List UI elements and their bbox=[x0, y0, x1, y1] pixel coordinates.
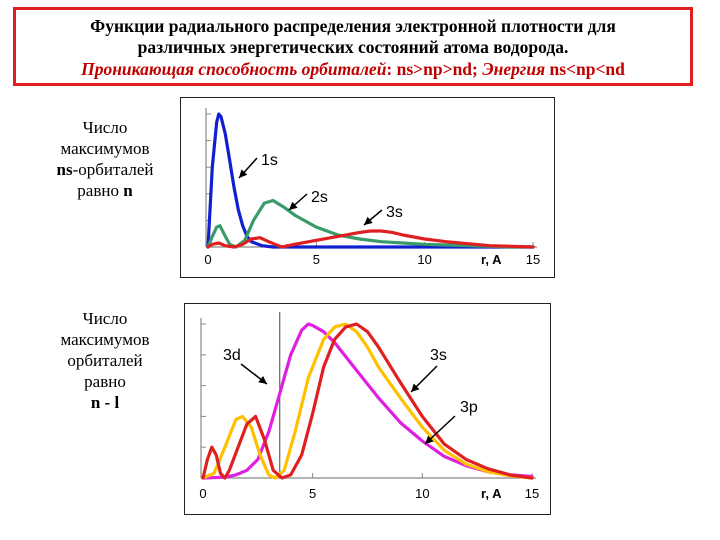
x-tick-label: 10 bbox=[415, 486, 430, 501]
side-top-line-3 bbox=[30, 159, 180, 180]
series-line-3p bbox=[203, 324, 532, 478]
x-tick-label: 5 bbox=[312, 252, 320, 267]
energy-order: ns<np<nd bbox=[545, 59, 625, 79]
energy-label: Энергия bbox=[482, 59, 546, 79]
penetration-order: : ns>np>nd; bbox=[386, 59, 483, 79]
chart-ns-svg bbox=[181, 98, 554, 277]
title-box bbox=[13, 7, 693, 86]
side-bottom-line-3: орбиталей bbox=[67, 351, 143, 370]
side-bottom-line-2: максимумов bbox=[60, 330, 150, 349]
x-tick-label: 10 bbox=[417, 252, 432, 267]
title-line-1: Функции радиального распределения электронной плотности для bbox=[90, 16, 616, 36]
annotation-3s: 3s bbox=[386, 204, 403, 221]
x-tick-label: 5 bbox=[309, 486, 317, 501]
x-tick-label: 15 bbox=[524, 486, 540, 501]
chart-n3-svg bbox=[185, 304, 550, 514]
x-axis-label: r, A bbox=[481, 486, 502, 501]
chart-ns-orbitals bbox=[180, 97, 555, 278]
ns-bold: ns bbox=[56, 160, 73, 179]
orbital-suffix: -орбиталей bbox=[72, 160, 154, 179]
title-line-2: различных энергетических состояний атома водорода. bbox=[137, 37, 569, 57]
side-top-line-4 bbox=[30, 180, 180, 201]
title-line-3 bbox=[16, 58, 690, 80]
series-line-1s bbox=[208, 114, 533, 247]
x-tick-label: 15 bbox=[525, 252, 541, 267]
x-axis-label: r, A bbox=[481, 252, 502, 267]
side-bottom-line-5: n - l bbox=[90, 393, 120, 412]
side-top-line-2: максимумов bbox=[60, 139, 150, 158]
penetration-label: Проникающая способность орбиталей bbox=[81, 59, 387, 79]
annotation-1s: 1s bbox=[261, 152, 278, 169]
annotation-3d: 3d bbox=[223, 347, 241, 364]
n-bold: n bbox=[123, 181, 133, 200]
annotation-2s: 2s bbox=[311, 189, 328, 206]
side-text-bottom bbox=[30, 308, 180, 413]
chart-n3-orbitals bbox=[184, 303, 551, 515]
side-bottom-line-4: равно bbox=[84, 372, 126, 391]
x-tick-label: 0 bbox=[199, 486, 207, 501]
annotation-3s: 3s bbox=[430, 347, 447, 364]
series-line-2s bbox=[208, 201, 533, 248]
x-tick-label: 0 bbox=[204, 252, 212, 267]
side-text-top bbox=[30, 117, 180, 201]
side-bottom-line-1: Число bbox=[82, 309, 128, 328]
arrowhead bbox=[258, 376, 267, 384]
side-top-line-1: Число bbox=[82, 118, 128, 137]
equals-text: равно bbox=[77, 181, 124, 200]
annotation-3p: 3p bbox=[460, 399, 478, 416]
